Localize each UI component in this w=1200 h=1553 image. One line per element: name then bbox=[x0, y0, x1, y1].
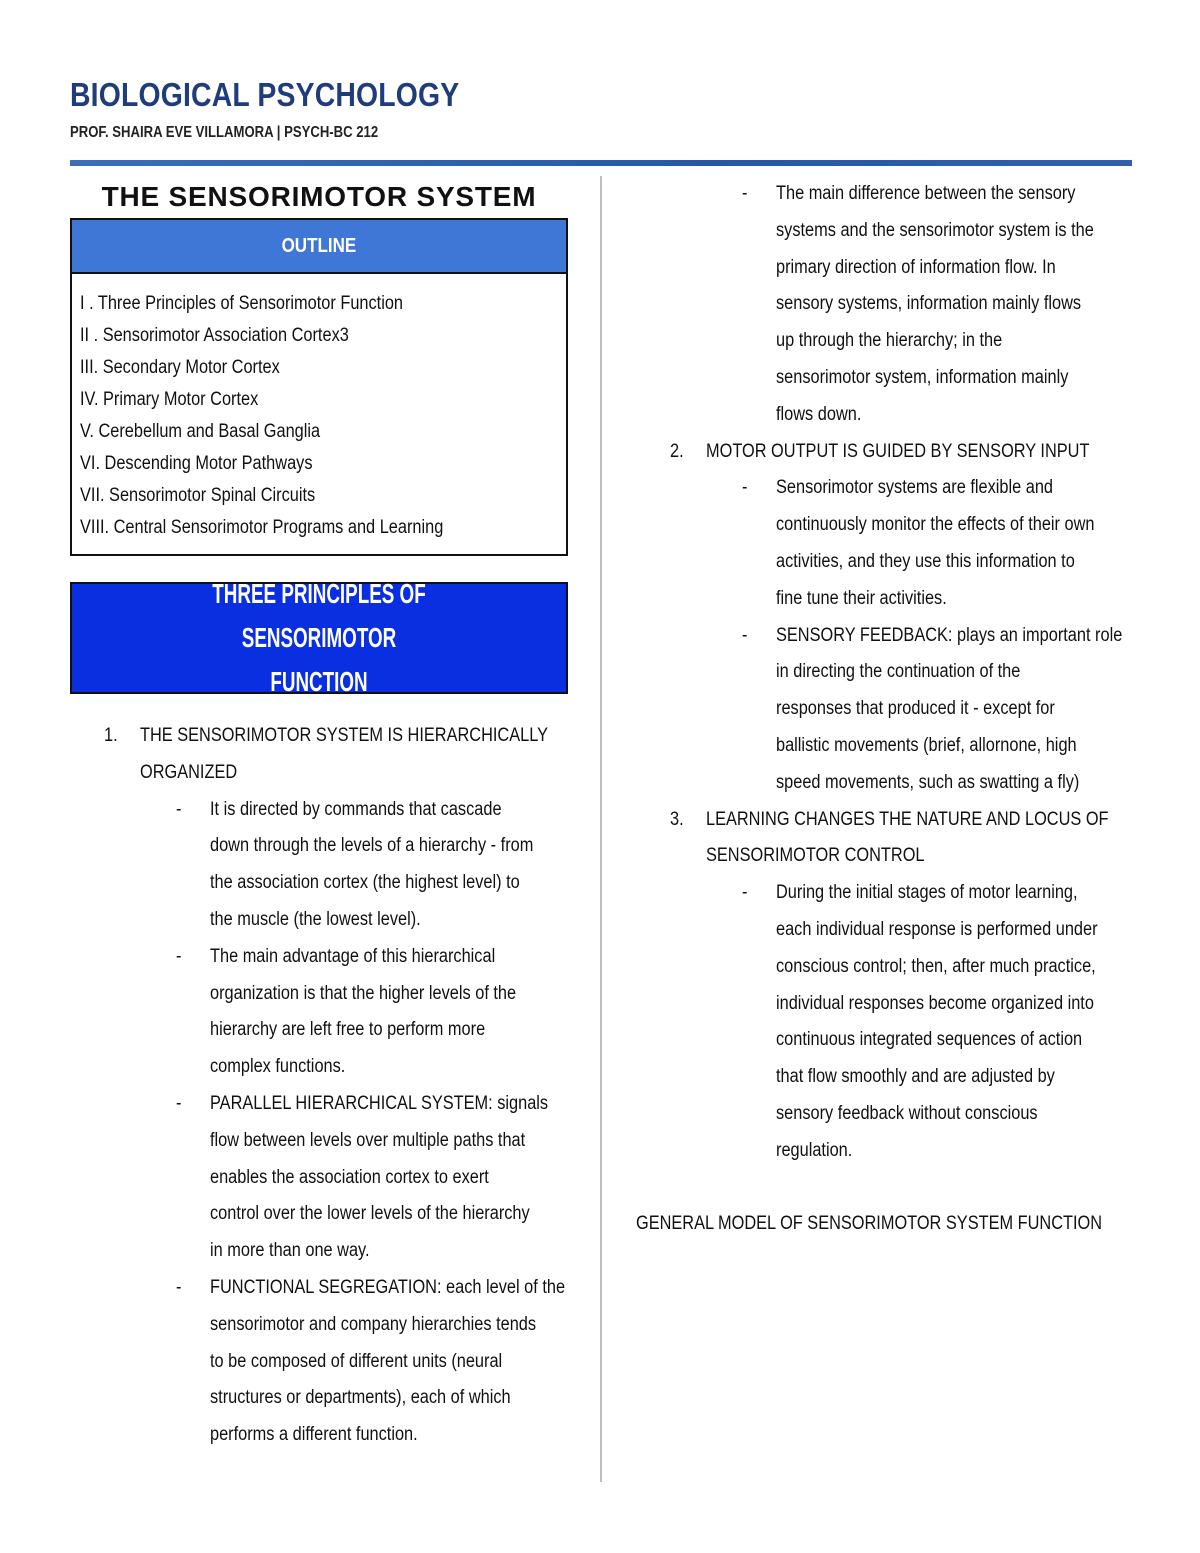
outline-heading: OUTLINE bbox=[72, 220, 566, 274]
column-divider bbox=[600, 176, 602, 1482]
bullet-item: - During the initial stages of motor learning, each individual response is performed under conscious control; then, after much practice, individual responses become organized into continuous integrated sequences of action that flow smoothly and are adjusted by sensory feedback without conscious regulation. bbox=[742, 882, 1098, 1161]
principle-3-bullets bbox=[636, 875, 1176, 1169]
outline-item: VII. Sensorimotor Spinal Circuits bbox=[80, 485, 316, 506]
figure-caption: GENERAL MODEL OF SENSORIMOTOR SYSTEM FUNCTION bbox=[636, 1212, 1103, 1234]
bullet-item: - It is directed by commands that cascade down through the levels of a hierarchy - from the association cortex (the highest level) to the muscle (the lowest level). bbox=[176, 798, 534, 930]
outline-item: IV. Primary Motor Cortex bbox=[80, 389, 259, 410]
principle-1 bbox=[70, 718, 590, 1454]
bullet-item: - SENSORY FEEDBACK: plays an important role in directing the continuation of the responses that produced it - except for ballistic movements (brief, allornone, high speed movements, such as swatting a fly) bbox=[742, 624, 1123, 793]
bullet-item: - The main difference between the sensory systems and the sensorimotor system is the primary direction of information flow. In sensory systems, information mainly flows up through the hierarchy; in the sensorimotor system, information mainly flows down. bbox=[742, 183, 1094, 425]
right-column bbox=[636, 176, 1176, 1242]
document-title: THE SENSORIMOTOR SYSTEM bbox=[101, 181, 537, 212]
outline-item: VIII. Central Sensorimotor Programs and Learning bbox=[80, 517, 444, 538]
outline-box bbox=[70, 218, 568, 556]
outline-item: III. Secondary Motor Cortex bbox=[80, 357, 280, 378]
outline-item: I . Three Principles of Sensorimotor Function bbox=[80, 293, 404, 314]
header-rule bbox=[70, 160, 1132, 166]
principle-3-title: 3. LEARNING CHANGES THE NATURE AND LOCUS OF SENSORIMOTOR CONTROL bbox=[670, 808, 1109, 867]
principle-2-bullets bbox=[636, 470, 1176, 801]
left-column-top bbox=[70, 178, 568, 697]
bullet-item: - Sensorimotor systems are flexible and continuously monitor the effects of their own activities, and they use this information to fine tune their activities. bbox=[742, 477, 1095, 609]
outline-list bbox=[72, 274, 566, 554]
outline-item: II . Sensorimotor Association Cortex3 bbox=[80, 325, 349, 346]
bullet-item: - PARALLEL HIERARCHICAL SYSTEM: signals flow between levels over multiple paths that enables the association cortex to exert control over the lower levels of the hierarchy in more than one way. bbox=[176, 1092, 549, 1262]
principle-1-title: 1. THE SENSORIMOTOR SYSTEM IS HIERARCHICALLY ORGANIZED bbox=[104, 725, 548, 783]
section-heading-box bbox=[70, 578, 568, 697]
section-heading: THREE PRINCIPLES OF SENSORIMOTOR FUNCTION bbox=[212, 578, 426, 697]
outline-item: VI. Descending Motor Pathways bbox=[80, 453, 313, 474]
outline-item: V. Cerebellum and Basal Ganglia bbox=[80, 421, 321, 442]
course-meta: PROF. SHAIRA EVE VILLAMORA | PSYCH-BC 212 bbox=[70, 124, 379, 141]
principle-2-title: 2. MOTOR OUTPUT IS GUIDED BY SENSORY INPUT bbox=[670, 440, 1090, 462]
bullet-item: - FUNCTIONAL SEGREGATION: each level of the sensorimotor and company hierarchies tends to be composed of different units (neural structures or departments), each of which performs a different function. bbox=[176, 1276, 566, 1446]
course-title: BIOLOGICAL PSYCHOLOGY bbox=[70, 76, 460, 113]
bullet-item: - The main advantage of this hierarchical organization is that the higher levels of the hierarchy are left free to perform more complex functions. bbox=[176, 945, 517, 1078]
